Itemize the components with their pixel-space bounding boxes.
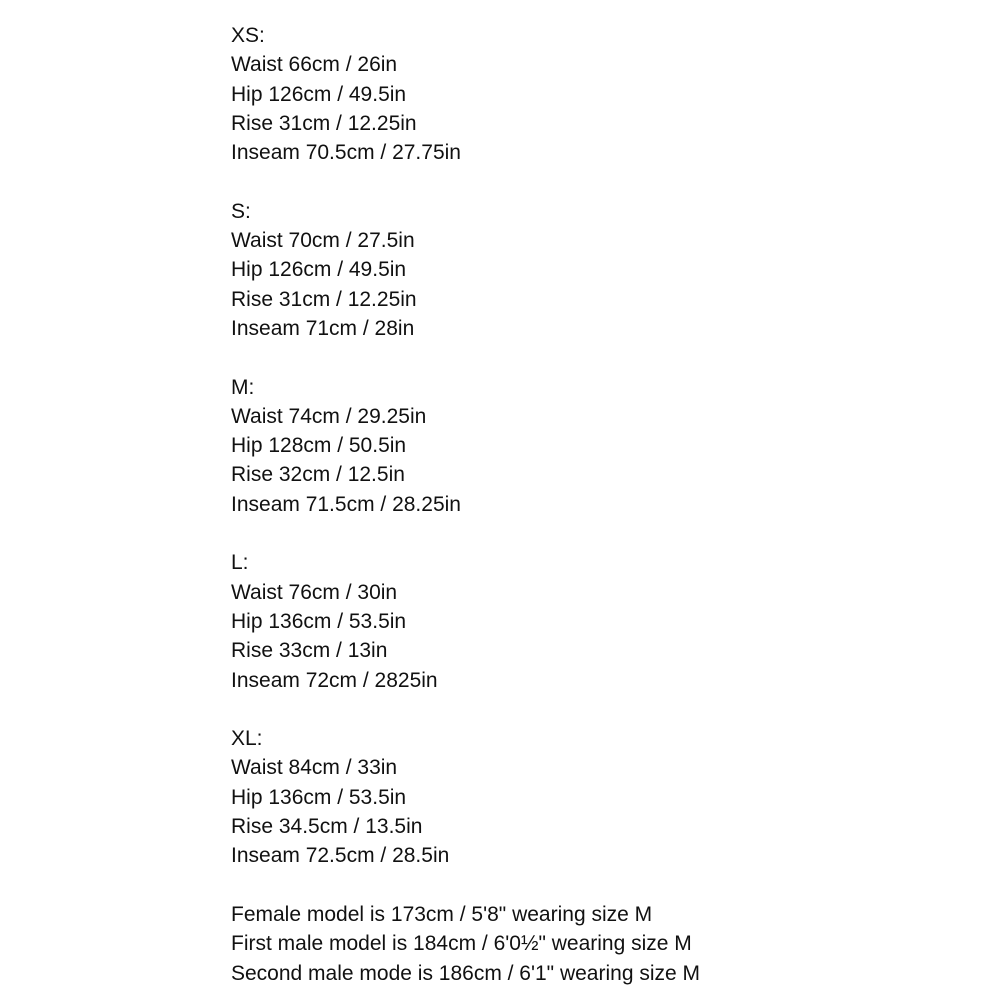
block-spacer (231, 695, 971, 724)
waist-measurement: Waist 76cm / 30in (231, 580, 398, 604)
inseam-measurement: Inseam 71cm / 28in (231, 316, 415, 340)
waist-measurement: Waist 70cm / 27.5in (231, 229, 415, 253)
size-label: L: (231, 551, 249, 575)
waist-measurement: Waist 84cm / 33in (231, 756, 398, 780)
hip-measurement: Hip 126cm / 49.5in (231, 82, 407, 106)
rise-measurement: Rise 31cm / 12.25in (231, 111, 417, 135)
hip-measurement: Hip 136cm / 53.5in (231, 609, 407, 633)
rise-measurement: Rise 34.5cm / 13.5in (231, 815, 423, 839)
female-model-note: Female model is 173cm / 5'8" wearing size M (231, 902, 653, 926)
rise-measurement: Rise 32cm / 12.5in (231, 463, 405, 487)
waist-measurement: Waist 66cm / 26in (231, 53, 398, 77)
inseam-measurement: Inseam 70.5cm / 27.75in (231, 141, 461, 165)
inseam-measurement: Inseam 72cm / 2825in (231, 668, 438, 692)
size-guide (231, 21, 971, 988)
size-label: XL: (231, 727, 263, 751)
inseam-measurement: Inseam 71.5cm / 28.25in (231, 492, 461, 516)
model-info (231, 900, 971, 988)
hip-measurement: Hip 136cm / 53.5in (231, 785, 407, 809)
block-spacer (231, 343, 971, 372)
size-block-xs (231, 21, 971, 167)
hip-measurement: Hip 126cm / 49.5in (231, 258, 407, 282)
inseam-measurement: Inseam 72.5cm / 28.5in (231, 844, 450, 868)
hip-measurement: Hip 128cm / 50.5in (231, 434, 407, 458)
size-label: XS: (231, 24, 265, 47)
first-male-model-note: First male model is 184cm / 6'0½" wearing size M (231, 932, 692, 956)
size-block-l (231, 548, 971, 694)
second-male-model-note: Second male mode is 186cm / 6'1" wearing size M (231, 961, 701, 985)
waist-measurement: Waist 74cm / 29.25in (231, 404, 427, 428)
size-label: M: (231, 375, 255, 399)
size-label: S: (231, 199, 251, 223)
rise-measurement: Rise 33cm / 13in (231, 639, 388, 663)
rise-measurement: Rise 31cm / 12.25in (231, 287, 417, 311)
block-spacer (231, 167, 971, 196)
size-block-m (231, 373, 971, 519)
size-block-s (231, 197, 971, 343)
block-spacer (231, 519, 971, 548)
block-spacer (231, 871, 971, 900)
size-block-xl (231, 724, 971, 870)
